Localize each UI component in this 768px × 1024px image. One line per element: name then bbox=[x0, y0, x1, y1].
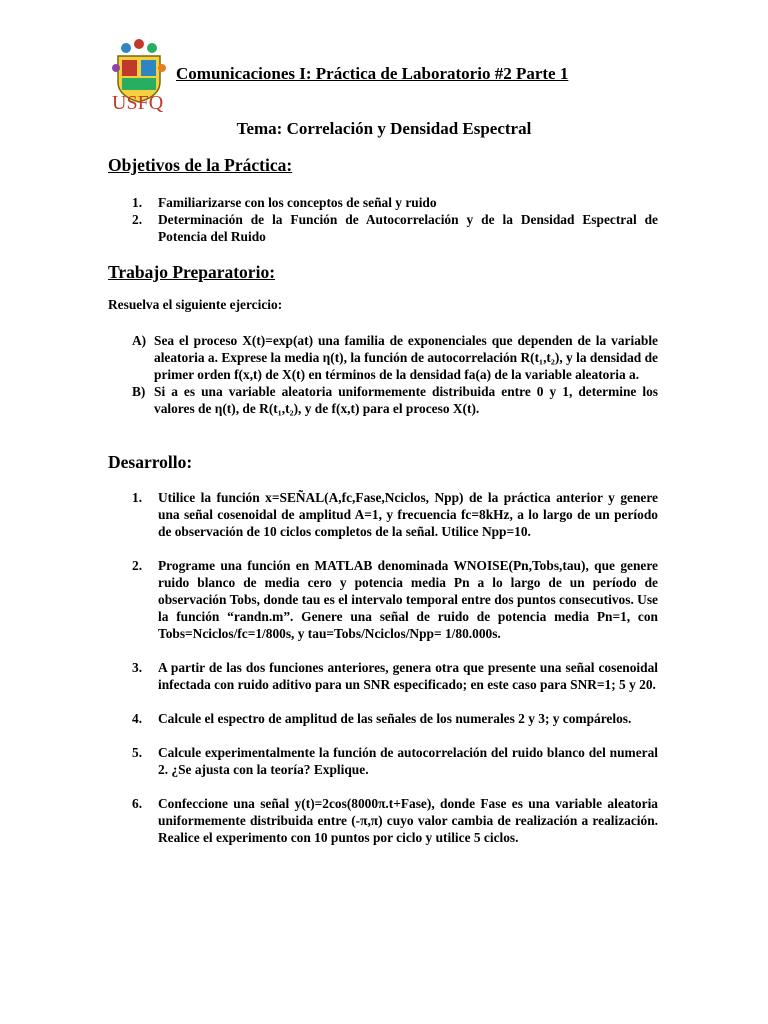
objetivos-list bbox=[108, 194, 658, 245]
item-letter: B) bbox=[132, 384, 146, 399]
page-subtitle: Tema: Correlación y Densidad Espectral bbox=[236, 119, 532, 138]
list-item bbox=[108, 744, 658, 778]
desarrollo-heading: Desarrollo: bbox=[108, 452, 193, 472]
list-item bbox=[108, 332, 658, 383]
item-text: Calcule experimentalmente la función de autocorrelación del ruido blanco del numeral 2. ¿Se ajusta con la teoría? Explique. bbox=[158, 745, 658, 777]
item-text: Utilice la función x=SEÑAL(A,fc,Fase,Nciclos, Npp) de la práctica anterior y genere una señal cosenoidal de amplitud A=1, y frecuencia fc=8kHz, a lo largo de un período de observación de 10 ciclos completos de la señal. Utilice Npp=10. bbox=[158, 490, 658, 539]
item-text: Sea el proceso X(t)=exp(at) una familia de exponenciales que dependen de la variable aleatoria a. Exprese la media η(t), la función de autocorrelación R(t₁,t₂), y la densidad de primer orden f(x,t) de X(t) en términos de la densidad fa(a) de la variable aleatoria a. bbox=[154, 333, 658, 382]
item-number: 3. bbox=[132, 660, 143, 675]
item-text: Familiarizarse con los conceptos de señal y ruido bbox=[158, 195, 437, 210]
item-number: 6. bbox=[132, 796, 143, 811]
list-item bbox=[108, 557, 658, 642]
item-text: Calcule el espectro de amplitud de las señales de los numerales 2 y 3; y compárelos. bbox=[158, 711, 632, 726]
item-number: 1. bbox=[132, 195, 143, 210]
item-letter: A) bbox=[132, 333, 147, 348]
list-item bbox=[108, 710, 658, 727]
item-number: 5. bbox=[132, 745, 143, 760]
item-text: Si a es una variable aleatoria uniformemente distribuida entre 0 y 1, determine los valores de η(t), de R(t₁,t₂), y de f(x,t) para el proceso X(t). bbox=[154, 384, 658, 416]
trabajo-heading: Trabajo Preparatorio: bbox=[108, 262, 276, 282]
trabajo-intro: Resuelva el siguiente ejercicio: bbox=[108, 297, 283, 312]
item-number: 1. bbox=[132, 490, 143, 505]
list-item bbox=[108, 383, 658, 417]
item-text: Confeccione una señal y(t)=2cos(8000π.t+Fase), donde Fase es una variable aleatoria uniformemente distribuida entre (-π,π) cuyo valor cambia de realización a realización. Realice el experimento con 10 puntos por ciclo y utilice 5 ciclos. bbox=[158, 796, 658, 845]
item-number: 2. bbox=[132, 212, 143, 227]
list-item bbox=[108, 211, 658, 245]
item-number: 4. bbox=[132, 711, 143, 726]
objetivos-heading: Objetivos de la Práctica: bbox=[108, 155, 293, 175]
logo-text: USFQ bbox=[112, 92, 164, 114]
item-text: Programe una función en MATLAB denominada WNOISE(Pn,Tobs,tau), que genere ruido blanco de media cero y potencia media Pn a lo largo de un período de observación Tobs, donde tau es el intervalo temporal entre dos puntos consecutivos. Use la función “randn.m”. Genere una señal de ruido de potencia media Pn=1, con Tobs=Nciclos/fc=1/800s, y tau=Tobs/Nciclos/Npp= 1/80.000s. bbox=[158, 558, 658, 641]
list-item bbox=[108, 795, 658, 846]
trabajo-list bbox=[108, 332, 658, 417]
desarrollo-list bbox=[108, 489, 658, 863]
item-number: 2. bbox=[132, 558, 143, 573]
item-text: Determinación de la Función de Autocorrelación y de la Densidad Espectral de Potencia del Ruido bbox=[158, 212, 658, 244]
page-title: Comunicaciones I: Práctica de Laboratorio #2 Parte 1 bbox=[176, 64, 569, 83]
list-item bbox=[108, 489, 658, 540]
item-text: A partir de las dos funciones anteriores, genera otra que presente una señal cosenoidal infectada con ruido aditivo para un SNR especificado; en este caso para SNR=1; 5 y 20. bbox=[158, 660, 658, 692]
list-item bbox=[108, 194, 658, 211]
list-item bbox=[108, 659, 658, 693]
